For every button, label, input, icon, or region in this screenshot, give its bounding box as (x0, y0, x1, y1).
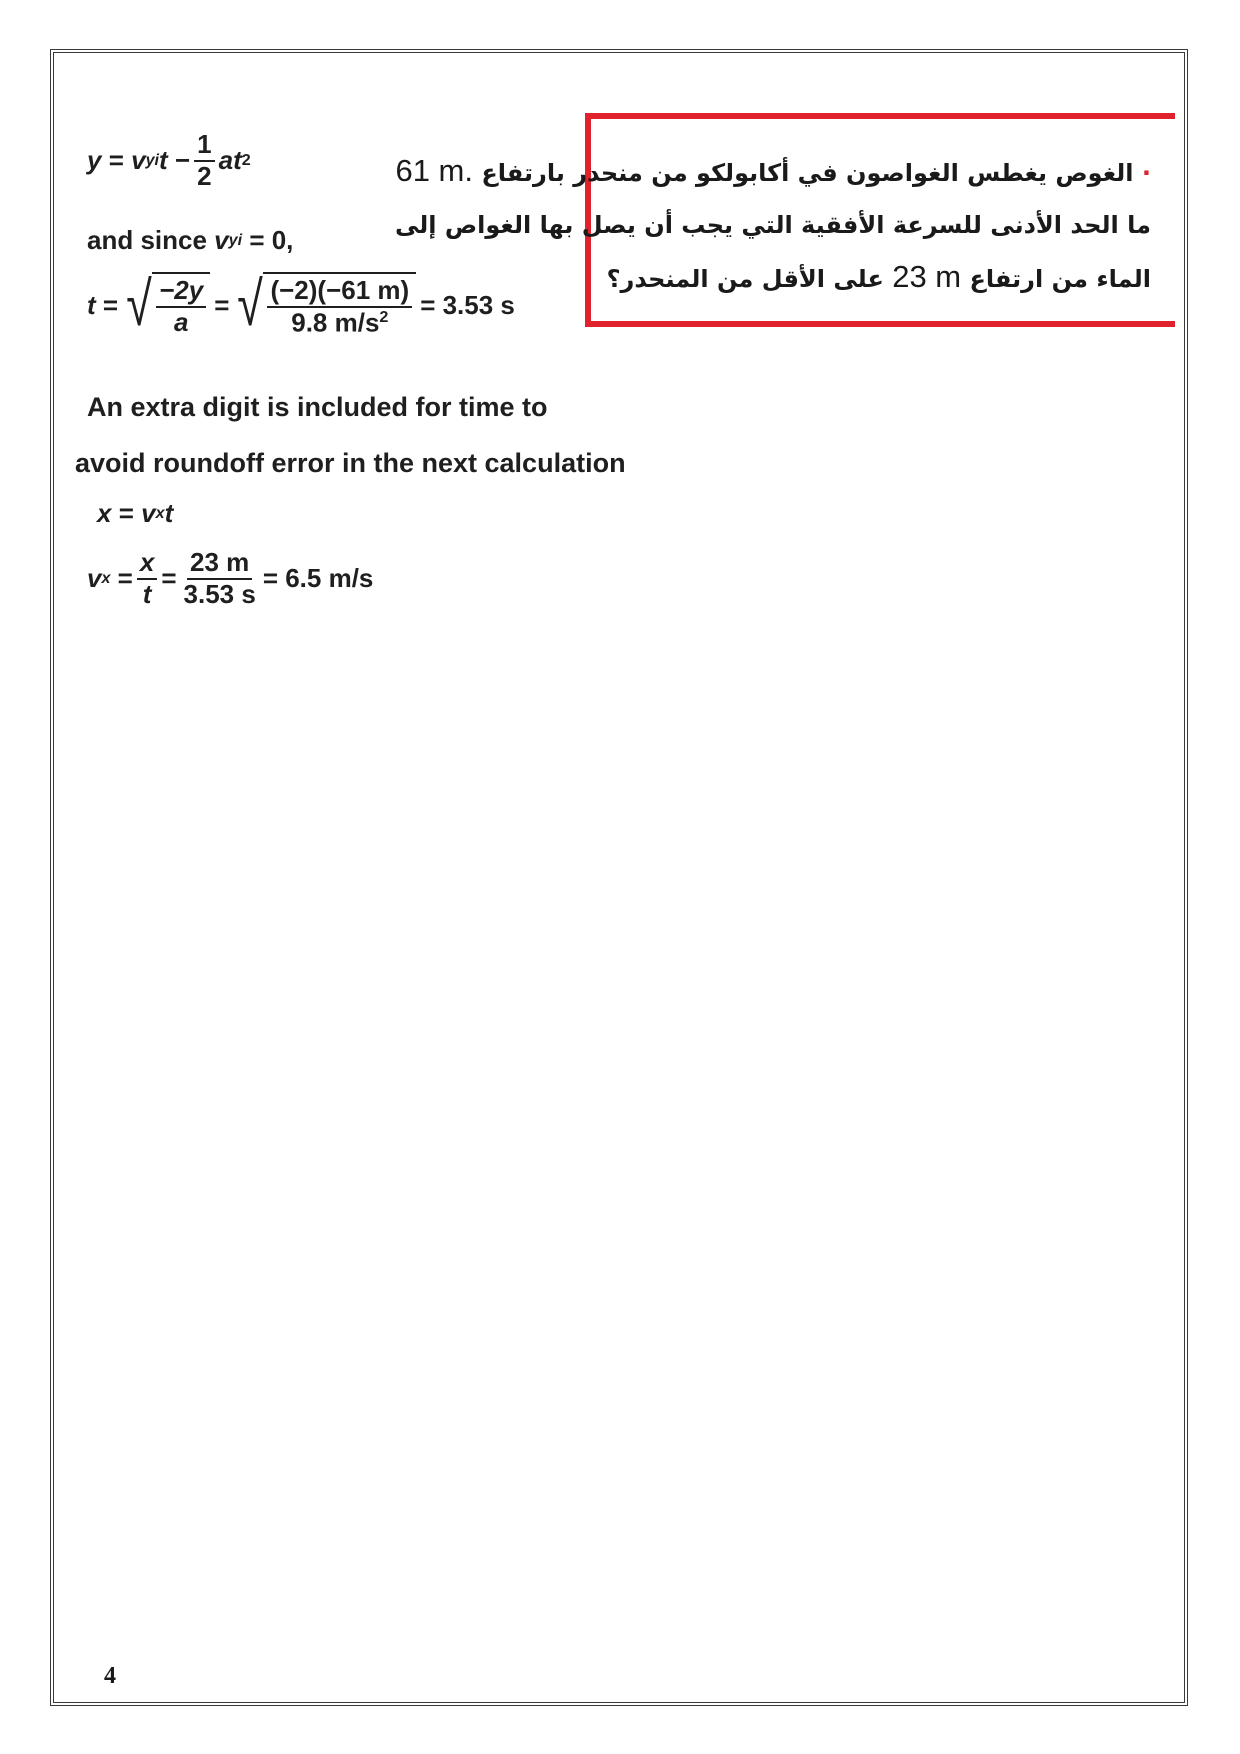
equation-time: t = √ $\frac{-2y}{a}$ = √ $\frac{(-2)(-61 m)}{9.8 m/s^2}$ = 3.53 s (87, 270, 515, 340)
bullet: · (1141, 159, 1151, 187)
square-root-1: √ $\frac{-2y}{a}$ (122, 272, 210, 338)
condition-line: and since v yi = 0, (87, 225, 294, 255)
problem-line-2: ما الحد الأدنى للسرعة الأفقية التي يجب أن يصل بها الغواص إلى (395, 211, 1151, 239)
page-number: 4 (104, 1663, 116, 1689)
equation-horizontal: x = v x t (97, 498, 174, 528)
time-result: = 3.53 s (420, 289, 515, 320)
velocity-result: = 6.5 m/s (262, 563, 374, 594)
equation-velocity: v x = $\frac{x}{t}$ = $\frac{23 m}{3.53 s}$ = 6.5 m/s (87, 547, 374, 609)
fraction-distance-over-time: $\frac{23 m}{3.53 s}$ (183, 547, 256, 609)
note-line-1: An extra digit is included for time to (87, 392, 548, 422)
problem-distance-value: 23 m (892, 259, 962, 294)
problem-line-3: الماء من ارتفاع 23 m على الأقل من المنحدر؟ (606, 259, 1151, 294)
problem-line-1 (395, 145, 1151, 199)
note-line-2: avoid roundoff error in the next calculation (75, 448, 626, 478)
problem-keyword: الغوص (1055, 159, 1134, 187)
fraction-x-over-t: $\frac{x}{t}$ (137, 548, 157, 610)
fraction-half: $\frac{1}{2}$ (194, 130, 214, 192)
problem-height-value: 61 m. (395, 153, 473, 188)
square-root-2: √ $\frac{(-2)(-61 m)}{9.8 m/s^2}$ (233, 272, 416, 338)
equation-displacement: y = v yi t − $\frac{1}{2}$ a t 2 (87, 129, 251, 191)
problem-line1-text: يغطس الغواصون في أكابولكو من منحدر بارتفاع (481, 159, 1048, 187)
